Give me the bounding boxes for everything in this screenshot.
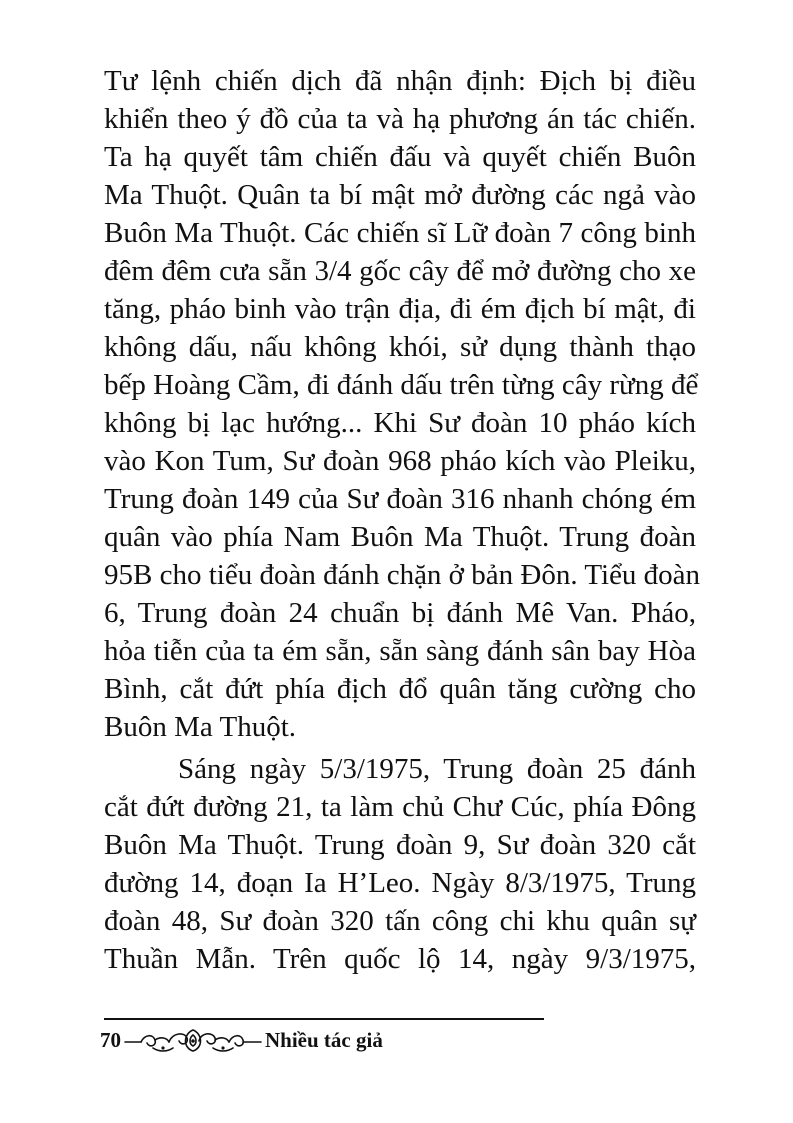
page-number: 70	[100, 1027, 121, 1052]
text-line: Ta hạ quyết tâm chiến đấu và quyết chiến Buôn	[104, 141, 696, 173]
text-line: đoàn 48, Sư đoàn 320 tấn công chi khu quân sự	[104, 905, 696, 937]
text-line: Trung đoàn 149 của Sư đoàn 316 nhanh chóng ém	[104, 483, 696, 515]
text-line: vào Kon Tum, Sư đoàn 968 pháo kích vào Pleiku,	[104, 445, 696, 477]
text-line: đêm đêm cưa sẵn 3/4 gốc cây để mở đường cho xe	[104, 255, 696, 287]
text-line: Thuần Mẫn. Trên quốc lộ 14, ngày 9/3/1975,	[104, 943, 696, 975]
text-line: 95B cho tiểu đoàn đánh chặn ở bản Đôn. Tiểu đoàn	[104, 559, 701, 591]
text-line: Buôn Ma Thuột. Các chiến sĩ Lữ đoàn 7 công binh	[104, 217, 696, 249]
text-line: không bị lạc hướng... Khi Sư đoàn 10 pháo kích	[104, 407, 696, 439]
text-line: Tư lệnh chiến dịch đã nhận định: Địch bị điều	[104, 65, 696, 97]
text-line: Buôn Ma Thuột. Trung đoàn 9, Sư đoàn 320 cắt	[104, 829, 696, 861]
text-line: đường 14, đoạn Ia H’Leo. Ngày 8/3/1975, Trung	[104, 867, 696, 899]
text-line: không dấu, nấu không khói, sử dụng thành thạo	[104, 331, 696, 363]
text-line: Bình, cắt đứt phía địch đổ quân tăng cường cho	[104, 673, 696, 705]
text-line: hỏa tiễn của ta ém sẵn, sẵn sàng đánh sân bay Hòa	[104, 635, 696, 667]
text-line: cắt đứt đường 21, ta làm chủ Chư Cúc, phía Đông	[104, 791, 696, 823]
book-title: Nhiều tác giả	[265, 1027, 383, 1052]
text-line: bếp Hoàng Cầm, đi đánh dấu trên từng cây rừng để	[104, 369, 699, 401]
text-line: Buôn Ma Thuột.	[104, 711, 296, 743]
text-line: tăng, pháo binh vào trận địa, đi ém địch bí mật, đi	[104, 293, 696, 325]
footer-divider	[104, 1018, 544, 1020]
text-line: Ma Thuột. Quân ta bí mật mở đường các ngả vào	[104, 179, 696, 211]
text-line: 6, Trung đoàn 24 chuẩn bị đánh Mê Van. Pháo,	[104, 597, 696, 629]
text-line: Sáng ngày 5/3/1975, Trung đoàn 25 đánh	[178, 753, 696, 785]
floral-ornament-icon	[123, 1026, 263, 1054]
text-line: khiển theo ý đồ của ta và hạ phương án tác chiến.	[104, 103, 696, 135]
page-footer	[100, 1024, 383, 1056]
text-line: quân vào phía Nam Buôn Ma Thuột. Trung đoàn	[104, 521, 696, 553]
